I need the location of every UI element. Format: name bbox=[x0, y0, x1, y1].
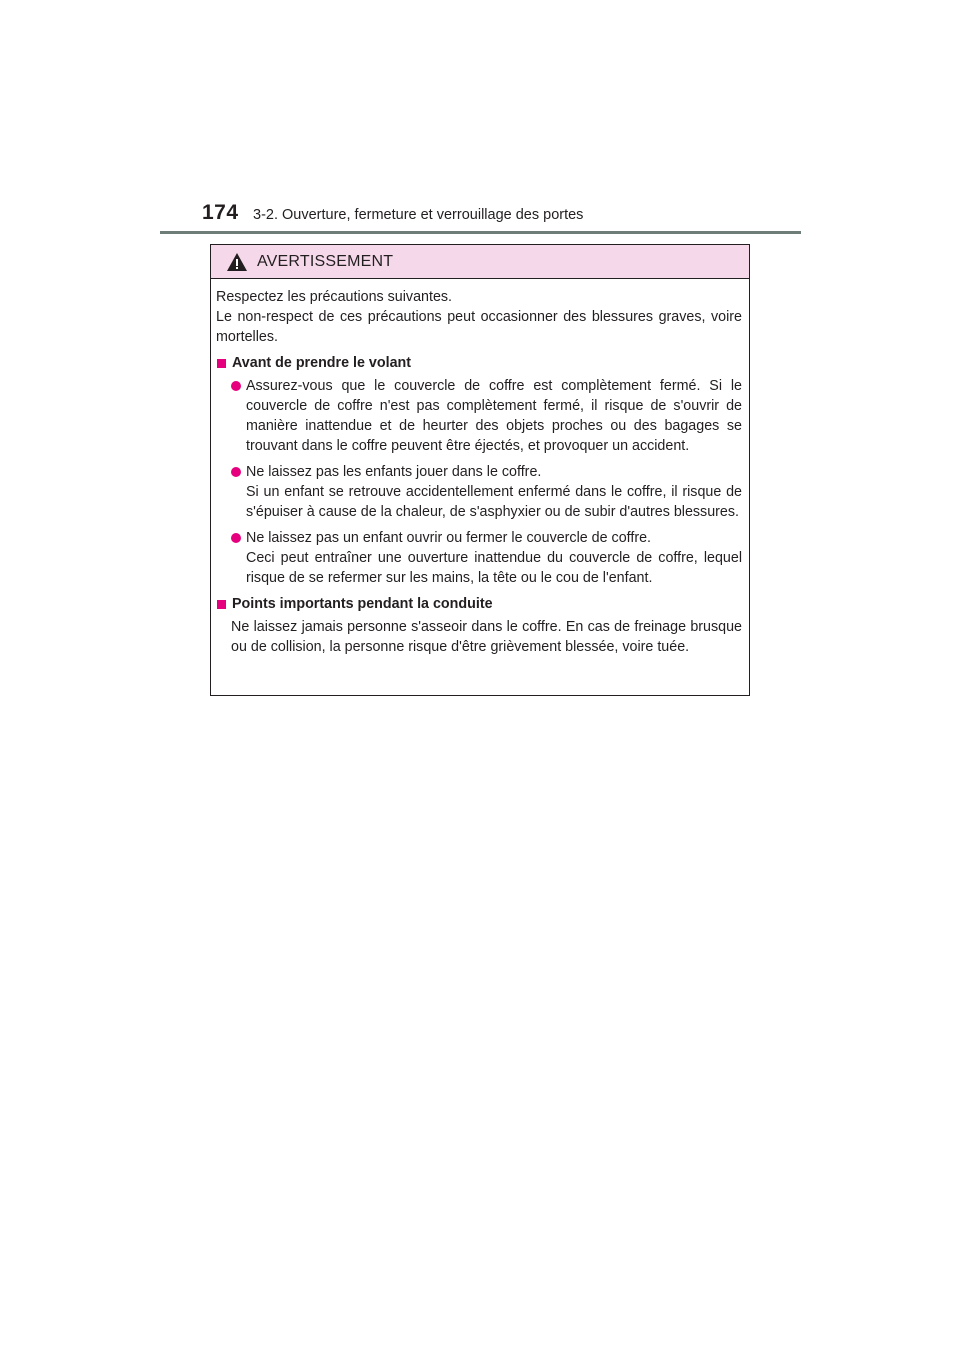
section-heading bbox=[216, 594, 742, 614]
section-while-driving bbox=[216, 594, 742, 657]
section-before-driving bbox=[216, 353, 742, 588]
paragraph: Si un enfant se retrouve accidentellement enfermé dans le coffre, il risque de s'épuiser à cause de la chaleur, de s'asphyxier ou de subir d'autres blessures. bbox=[246, 484, 742, 520]
page-number: 174 bbox=[202, 201, 239, 224]
warning-title: AVERTISSEMENT bbox=[257, 252, 394, 270]
pink-bullet-icon bbox=[231, 381, 241, 391]
warning-triangle-icon bbox=[226, 252, 248, 272]
paragraph: Ne laissez pas les enfants jouer dans le coffre. bbox=[246, 464, 542, 480]
paragraph: Assurez-vous que le couvercle de coffre est complètement fermé. Si le couvercle de coffre n'est pas complètement fermé, il risque de s'ouvrir de manière inattendue et de heurter des objets proches ou des bagages se trouvant dans le coffre peuvent être éjectés, et provoquer un accident. bbox=[246, 378, 742, 454]
intro-line: Le non-respect de ces précautions peut occasionner des blessures graves, voire mortelles. bbox=[216, 309, 742, 345]
intro-line: Respectez les précautions suivantes. bbox=[216, 289, 453, 305]
section-heading bbox=[216, 353, 742, 373]
paragraph: Ne laissez pas un enfant ouvrir ou fermer le couvercle de coffre. bbox=[246, 530, 652, 546]
pink-square-icon bbox=[217, 359, 226, 368]
list-item bbox=[216, 462, 742, 522]
section-text: Ne laissez jamais personne s'asseoir dans le coffre. En cas de freinage brusque ou de collision, la personne risque d'être grièvement blessée, voire tuée. bbox=[231, 619, 742, 655]
section-heading-text: Avant de prendre le volant bbox=[232, 355, 412, 371]
pink-square-icon bbox=[217, 600, 226, 609]
list-item-text bbox=[246, 376, 742, 456]
paragraph: Ceci peut entraîner une ouverture inattendue du couvercle de coffre, lequel risque de se refermer sur les mains, la tête ou le cou de l'enfant. bbox=[246, 550, 742, 586]
list-item bbox=[216, 528, 742, 588]
chapter-title: 3-2. Ouverture, fermeture et verrouillage des portes bbox=[253, 207, 584, 223]
pink-bullet-icon bbox=[231, 533, 241, 543]
list-item bbox=[216, 376, 742, 456]
list-item-text bbox=[246, 528, 742, 588]
header-divider bbox=[160, 231, 801, 234]
pink-bullet-icon bbox=[231, 467, 241, 477]
warning-header bbox=[211, 245, 749, 279]
section-heading-text: Points importants pendant la conduite bbox=[232, 596, 493, 612]
warning-box bbox=[210, 244, 750, 696]
warning-body bbox=[211, 279, 749, 657]
warning-intro bbox=[216, 287, 742, 347]
list-item-text bbox=[246, 462, 742, 522]
